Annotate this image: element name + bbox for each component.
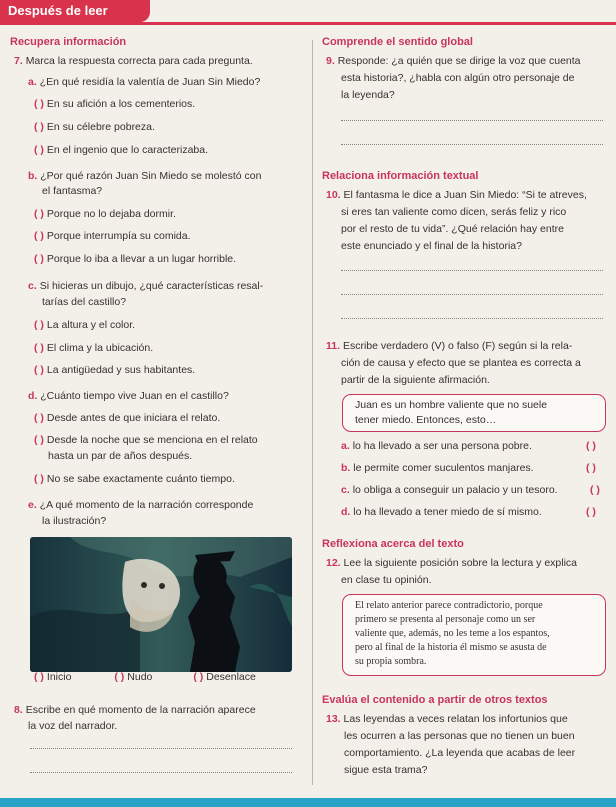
question-number: 10. — [326, 189, 341, 201]
checkbox[interactable]: ( ) — [114, 671, 125, 683]
item-letter: e. — [28, 499, 37, 511]
vf-box[interactable]: ( ) — [586, 462, 596, 474]
question-7a — [28, 76, 260, 88]
item-question-cont: tarías del castillo? — [42, 296, 127, 308]
option-7a-3[interactable] — [34, 144, 208, 156]
item-text: le permite comer suculentos manjares. — [353, 462, 534, 474]
option-7b-1[interactable] — [34, 208, 176, 220]
header-rule — [0, 22, 616, 25]
question-8 — [14, 704, 256, 716]
checkbox[interactable]: ( ) — [34, 412, 44, 424]
option-7c-2[interactable] — [34, 342, 153, 354]
checkbox[interactable]: ( ) — [34, 342, 44, 354]
story-illustration — [30, 537, 292, 672]
section-title-relaciona: Relaciona información textual — [322, 170, 479, 182]
item-text: lo ha llevado a tener miedo de sí mismo. — [353, 506, 542, 518]
quote-line: valiente que, además, no les teme a los espantos, — [355, 628, 550, 639]
checkbox[interactable]: ( ) — [34, 319, 44, 331]
section-title-reflexiona: Reflexiona acerca del texto — [322, 538, 464, 550]
question-number: 7. — [14, 55, 23, 67]
option-label: Porque no lo dejaba dormir. — [46, 208, 176, 220]
option-7c-3[interactable] — [34, 364, 195, 376]
column-divider — [312, 40, 313, 785]
item-letter: c. — [341, 484, 350, 496]
checkbox[interactable]: ( ) — [193, 671, 204, 683]
option-label: No se sabe exactamente cuánto tiempo. — [46, 473, 235, 485]
checkbox[interactable]: ( ) — [34, 364, 44, 376]
question-7c — [28, 280, 263, 292]
question-text-cont: les ocurren a las personas que no tienen un buen — [344, 730, 575, 742]
quote-line: su propia sombra. — [355, 656, 427, 667]
answer-line[interactable] — [30, 748, 292, 749]
option-label: Porque interrumpía su comida. — [46, 230, 191, 242]
option-label: La altura y el color. — [46, 319, 136, 331]
question-13 — [326, 713, 568, 725]
section-header: Después de leer — [0, 0, 150, 22]
question-number: 13. — [326, 713, 341, 725]
question-text: Lee la siguiente posición sobre la lectura y explica — [343, 557, 578, 569]
question-number: 9. — [326, 55, 335, 67]
vf-item-b — [341, 462, 534, 474]
option-7e-3[interactable] — [193, 671, 256, 683]
option-7d-1[interactable] — [34, 412, 220, 424]
question-number: 12. — [326, 557, 341, 569]
checkbox[interactable]: ( ) — [34, 671, 44, 683]
option-label-cont: hasta un par de años después. — [48, 450, 193, 462]
item-question-cont: la ilustración? — [42, 515, 107, 527]
question-text-cont: comportamiento. ¿La leyenda que acabas de leer — [344, 747, 576, 759]
item-letter: d. — [28, 390, 38, 402]
checkbox[interactable]: ( ) — [34, 208, 44, 220]
item-letter: b. — [341, 462, 351, 474]
option-7b-3[interactable] — [34, 253, 236, 265]
option-7a-2[interactable] — [34, 121, 155, 133]
question-text-cont: este enunciado y el final de la historia? — [341, 240, 522, 252]
option-label: En el ingenio que lo caracterizaba. — [46, 144, 209, 156]
question-text: Escribe verdadero (V) o falso (F) según si la rela- — [342, 340, 573, 352]
vf-box[interactable]: ( ) — [586, 440, 596, 452]
question-text-cont: esta historia?, ¿habla con algún otro personaje de — [341, 72, 575, 84]
option-label: Desenlace — [206, 671, 256, 683]
option-7e-1[interactable] — [34, 671, 71, 683]
vf-box[interactable]: ( ) — [590, 484, 600, 496]
question-number: 11. — [326, 340, 341, 352]
statement-line: tener miedo. Entonces, esto… — [355, 414, 497, 426]
question-text: Las leyendas a veces relatan los infortunios que — [343, 713, 568, 725]
item-text: lo ha llevado a ser una persona pobre. — [352, 440, 532, 452]
item-letter: c. — [28, 280, 37, 292]
section-title-recupera: Recupera información — [10, 36, 127, 48]
vf-item-d — [341, 506, 542, 518]
option-label: El clima y la ubicación. — [46, 342, 154, 354]
question-text-cont: la leyenda? — [341, 89, 395, 101]
question-text-cont: si eres tan valiente como dicen, serás feliz y rico — [341, 206, 567, 218]
statement-line: Juan es un hombre valiente que no suele — [355, 399, 548, 411]
quote-box — [342, 594, 606, 676]
option-7a-1[interactable] — [34, 98, 195, 110]
answer-line[interactable] — [341, 294, 603, 295]
question-text: El fantasma le dice a Juan Sin Miedo: “Si te atreves, — [343, 189, 587, 201]
checkbox[interactable]: ( ) — [34, 253, 44, 265]
checkbox[interactable]: ( ) — [34, 121, 44, 133]
statement-box — [342, 394, 606, 432]
option-7e-2[interactable] — [114, 671, 152, 683]
vf-item-a — [341, 440, 532, 452]
option-label: Inicio — [46, 671, 72, 683]
question-text-cont: por el resto de tu vida”. ¿Qué relación hay entre — [341, 223, 564, 235]
checkbox[interactable]: ( ) — [34, 473, 44, 485]
question-7 — [14, 55, 253, 67]
question-7e — [28, 499, 253, 511]
question-text-cont: partir de la siguiente afirmación. — [341, 374, 490, 386]
answer-line[interactable] — [341, 318, 603, 319]
item-question: ¿Cuánto tiempo vive Juan en el castillo? — [40, 390, 229, 402]
illustration-art — [30, 537, 292, 672]
question-text: Responde: ¿a quién que se dirige la voz que cuenta — [337, 55, 581, 67]
question-text-cont: sigue esta trama? — [344, 764, 428, 776]
item-question: ¿En qué residía la valentía de Juan Sin Miedo? — [39, 76, 261, 88]
item-letter: b. — [28, 170, 38, 182]
option-label: Desde antes de que iniciara el relato. — [46, 412, 221, 424]
vf-box[interactable]: ( ) — [586, 506, 596, 518]
option-7b-2[interactable] — [34, 230, 191, 242]
option-label: Desde la noche que se menciona en el relato — [46, 434, 258, 446]
checkbox[interactable]: ( ) — [34, 230, 44, 242]
answer-line[interactable] — [341, 144, 603, 145]
question-7d — [28, 390, 229, 402]
checkbox[interactable]: ( ) — [34, 144, 44, 156]
answer-line[interactable] — [30, 772, 292, 773]
question-text-cont: en clase tu opinión. — [341, 574, 432, 586]
question-10 — [326, 189, 587, 201]
option-7d-2[interactable] — [34, 434, 258, 446]
option-label: En su afición a los cementerios. — [46, 98, 196, 110]
item-question-cont: el fantasma? — [42, 185, 103, 197]
item-letter: a. — [341, 440, 350, 452]
section-title-evalua: Evalúa el contenido a partir de otros textos — [322, 694, 548, 706]
checkbox[interactable]: ( ) — [34, 98, 44, 110]
quote-line: primero se presenta al personaje como un ser — [355, 614, 536, 625]
question-9 — [326, 55, 581, 67]
question-number: 8. — [14, 704, 23, 716]
question-text: Escribe en qué momento de la narración aparece — [25, 704, 256, 716]
option-label: La antigüedad y sus habitantes. — [46, 364, 196, 376]
item-text: lo obliga a conseguir un palacio y un tesoro. — [352, 484, 558, 496]
item-letter: a. — [28, 76, 37, 88]
option-7c-1[interactable] — [34, 319, 135, 331]
quote-line: El relato anterior parece contradictorio, porque — [355, 600, 543, 611]
item-letter: d. — [341, 506, 351, 518]
checkbox[interactable]: ( ) — [34, 434, 44, 446]
vf-item-c — [341, 484, 558, 496]
bottom-bar — [0, 798, 616, 807]
question-7b — [28, 170, 261, 182]
question-text-cont: la voz del narrador. — [28, 720, 118, 732]
question-text-cont: ción de causa y efecto que se plantea es correcta a — [341, 357, 581, 369]
option-label: En su célebre pobreza. — [46, 121, 155, 133]
item-question: ¿A qué momento de la narración corresponde — [39, 499, 254, 511]
option-7d-3[interactable] — [34, 473, 235, 485]
item-question: Si hicieras un dibujo, ¿qué características resal- — [39, 280, 264, 292]
answer-line[interactable] — [341, 270, 603, 271]
question-11 — [326, 340, 572, 352]
quote-line: pero al final de la historia él mismo se asusta de — [355, 642, 547, 653]
question-text: Marca la respuesta correcta para cada pregunta. — [25, 55, 253, 67]
item-question: ¿Por qué razón Juan Sin Miedo se molestó con — [40, 170, 262, 182]
section-title-comprende: Comprende el sentido global — [322, 36, 473, 48]
option-label: Nudo — [127, 671, 153, 683]
answer-line[interactable] — [341, 120, 603, 121]
option-label: Porque lo iba a llevar a un lugar horrible. — [46, 253, 237, 265]
question-12 — [326, 557, 577, 569]
options-7e — [34, 671, 256, 683]
